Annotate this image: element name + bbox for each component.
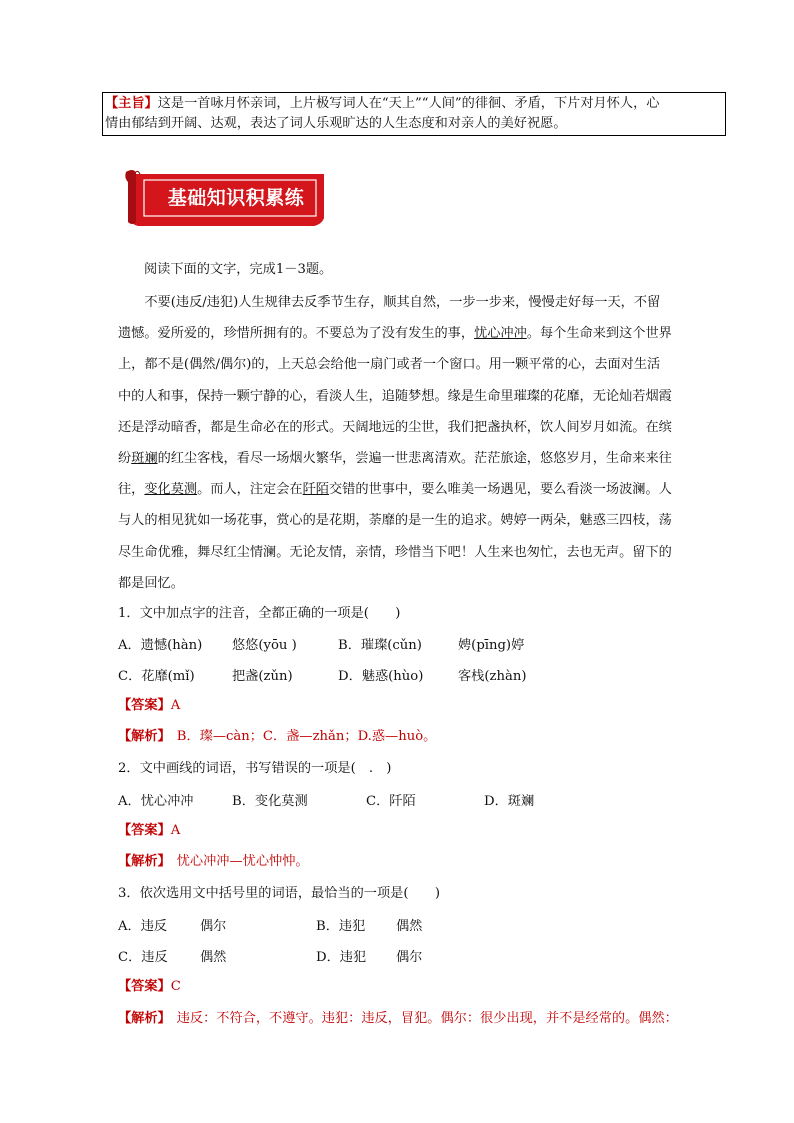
underlined-word: 忧心冲冲 [474,326,527,342]
q2-option-d: D．斑斓 [484,794,535,809]
q2-option-a: A．忧心冲冲 [118,794,194,809]
passage-line [118,385,708,404]
theme-line-2: 情由郁结到开阔、达观，表达了词人乐观旷达的人生态度和对亲人的美好祝愿。 [105,116,567,131]
q3-option-d2: 偶尔 [396,950,423,965]
underlined-word: 斑斓 [131,451,158,466]
q1-stem: 1．文中加点字的注音，全都正确的一项是( ) [118,606,401,621]
q3-option-c2: 偶然 [200,950,227,965]
passage-text: 还是浮动暗香，都是生命必在的形式。天阔地远的尘世，我们把盏执杯，饮人间岁月如流。在缤 [118,419,672,435]
q3-option-c1: C．违反 [118,950,168,965]
passage-text: 。每个生命来到这个世界 [526,326,672,342]
q2-option-b: B．变化莫测 [232,794,308,809]
q3-option-a1: A．违反 [118,919,168,934]
q2-answer: 【答案】A [118,823,181,838]
q1-answer: 【答案】A [118,698,181,713]
instruction: 阅读下面的文字，完成1－3题。 [144,262,333,277]
passage-text: 中的人和事，保持一颗宁静的心，看淡人生，追随梦想。缘是生命里璀璨的花靡，无论灿若烟霞 [118,388,672,404]
passage-line [118,541,708,560]
banner-title: 基础知识积累练 [167,187,305,209]
theme-line-1: 【主旨】这是一首咏月怀亲词，上片极写词人在“天上”“人间”的徘徊、矛盾，下片对月怀人，心 [105,96,660,111]
passage-text: 不要(违反/违犯)人生规律去反季节生存，顺其自然，一步一步来，慢慢走好每一天，不留 [118,295,661,310]
passage-text: 往， [118,482,145,498]
passage-text: 都是回忆。 [118,575,184,591]
q1-analysis: 【解析】 B．璨—càn；C．盏—zhǎn；D.惑—huò。 [118,729,437,744]
q3-option-a2: 偶尔 [200,919,227,934]
q3-option-d1: D．违犯 [316,950,367,965]
q1-option-b2: 娉(pīng)婷 [458,638,525,653]
passage-line [118,509,708,528]
q3-analysis: 【解析】 违反：不符合，不遵守。违犯：违反，冒犯。偶尔：很少出现，并不是经常的。偶然： [118,1011,678,1026]
q3-option-b1: B．违犯 [316,919,366,934]
passage-text: 交错的世事中，要么唯美一场遇见，要么看淡一场波澜。人 [329,482,672,498]
theme-label: 【主旨】 [105,96,158,111]
q1-option-d1: D．魅惑(hùo) [338,669,424,684]
q1-option-b1: B．璀璨(cǔn) [338,638,422,653]
underlined-word: 变化莫测 [144,482,198,498]
passage-text: 尽生命优雅，舞尽红尘情澜。无论友情，亲情，珍惜当下吧！人生来也匆忙，去也无声。留下的 [118,544,672,560]
q3-stem: 3．依次选用文中括号里的词语，最恰当的一项是( ) [118,886,440,901]
q1-option-a1: A．遗憾(hàn) [118,638,203,653]
q2-analysis: 【解析】 忧心冲冲—忧心忡忡。 [118,854,309,869]
q1-option-c2: 把盏(zǔn) [232,669,293,684]
q1-option-c1: C．花靡(mǐ) [118,669,195,684]
q2-stem: 2．文中画线的词语，书写错误的一项是( . ) [118,761,392,776]
passage-text: 上，都不是(偶然/偶尔)的，上天总会给他一扇门或者一个窗口。用一颗平常的心，去面对生活 [118,357,661,373]
passage-line [118,416,708,435]
passage-text: 遗憾。爱所爱的，珍惜所拥有的。不要总为了没有发生的事， [118,326,475,342]
passage-text: 。而人，注定会在 [197,482,303,498]
theme-box [102,92,726,136]
q2-option-c: C．阡陌 [366,794,416,809]
underlined-word: 阡陌 [302,482,329,498]
q3-answer: 【答案】C [118,979,181,994]
passage-text: 的红尘客栈，看尽一场烟火繁华，尝遍一世悲离清欢。茫茫旅途，悠悠岁月，生命来来往 [157,451,672,466]
passage-line [118,572,708,591]
passage-line [118,353,708,372]
passage-line [118,291,708,310]
passage-line [118,447,708,466]
q1-option-d2: 客栈(zhàn) [458,669,527,684]
passage-line [118,478,708,497]
passage-text: 与人的相见犹如一场花事，赏心的是花期，荼靡的是一生的追求。娉婷一两朵，魅惑三四枝，荡 [118,513,672,529]
passage-text: 纷 [118,451,132,466]
passage-line [118,322,708,341]
q1-option-a2: 悠悠(yōu ) [232,638,297,653]
q3-option-b2: 偶然 [396,919,423,934]
